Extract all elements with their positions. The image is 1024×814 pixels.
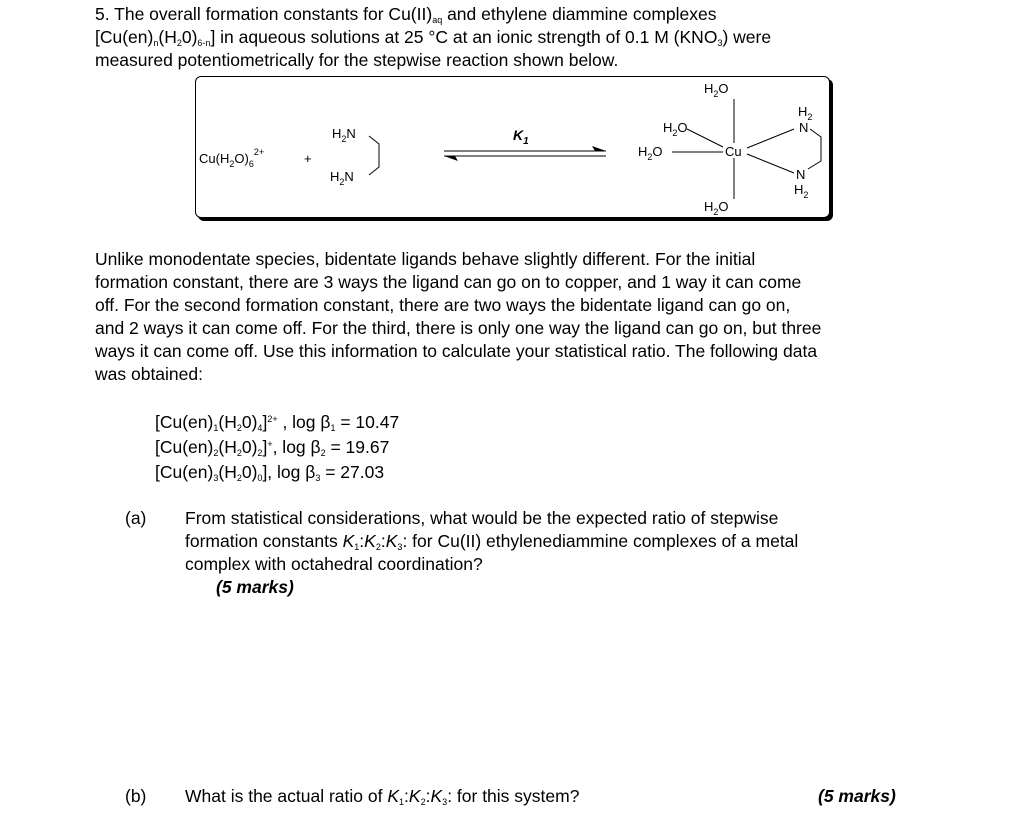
question-a-text: From statistical considerations, what would be the expected ratio of stepwise formation constants $K_1:K_2:K_3$: for Cu(II) ethylenediammine complexes of a metal complex with octahedral coordination? (5 marks) bbox=[185, 507, 925, 599]
product-h2o-upper-left: $H_2O$ bbox=[663, 120, 688, 138]
body-paragraph bbox=[95, 248, 945, 386]
bond-cu-n-top bbox=[747, 129, 794, 148]
body-line: ways it can come off. Use this information to calculate your statistical ratio. The following data bbox=[95, 341, 818, 361]
formation-constants-data bbox=[155, 410, 399, 485]
intro-line-3: measured potentiometrically for the stepwise reaction shown below. bbox=[95, 50, 619, 70]
question-a-marks: (5 marks) bbox=[216, 577, 294, 597]
question-intro bbox=[95, 3, 945, 72]
reverse-arrowhead bbox=[444, 156, 458, 161]
data-row: $[Cu(en)_3(H_20)_0]$, $\log \beta_3 = 27.03$ bbox=[155, 462, 385, 483]
reaction-diagram bbox=[196, 77, 829, 217]
body-line: was obtained: bbox=[95, 364, 203, 384]
intro-line-1: 5. The overall formation constants for $Cu(II)_{aq}$ and ethylene diammine complexes bbox=[95, 4, 717, 25]
product-h2o-bottom: $H_2O$ bbox=[704, 199, 729, 217]
bond-upper-left bbox=[687, 129, 723, 147]
body-line: and 2 ways it can come off. For the third, there is only one way the ligand can go on, but three bbox=[95, 318, 822, 338]
question-b bbox=[125, 785, 925, 809]
body-line: Unlike monodentate species, bidentate ligands behave slightly different. For the initial bbox=[95, 249, 756, 269]
product-h2o-left: $H_2O$ bbox=[638, 144, 663, 162]
reaction-scheme bbox=[195, 76, 830, 218]
bond-cu-n-bottom bbox=[747, 154, 794, 173]
en-amine-bottom: $H_2N$ bbox=[330, 169, 354, 187]
plus-sign: + bbox=[304, 151, 312, 166]
data-row: $[Cu(en)_1(H_20)_4]^{2+}$ , $\log \beta_1 = 10.47$ bbox=[155, 412, 400, 433]
en-backbone bbox=[369, 136, 379, 175]
product-n-bottom: N bbox=[796, 167, 806, 182]
reactant-cu-hexaaqua: $Cu(H_2O)_6^{2+}$ bbox=[199, 147, 265, 169]
intro-line-2: $[Cu(en)_n(H_20)_{6-n}]$ in aqueous solutions at 25 °C at an ionic strength of 0.1 M $(KNO_3)$ were bbox=[95, 27, 772, 48]
product-h2-top: $H_2$ bbox=[798, 104, 813, 122]
question-a bbox=[125, 507, 925, 602]
en-amine-top: $H_2N$ bbox=[332, 126, 356, 144]
product-en-backbone bbox=[808, 129, 821, 169]
data-row: $[Cu(en)_2(H_20)_2]^+$, $\log \beta_2 = 19.67$ bbox=[155, 437, 390, 458]
question-a-label: (a) bbox=[125, 508, 147, 528]
product-n-top: N bbox=[799, 120, 809, 135]
body-line: off. For the second formation constant, there are two ways the bidentate ligand can go on, bbox=[95, 295, 791, 315]
product-h2o-top: $H_2O$ bbox=[704, 81, 729, 99]
product-cu-center: Cu bbox=[725, 144, 742, 159]
question-b-label: (b) bbox=[125, 786, 147, 806]
question-b-text: What is the actual ratio of $K_1:K_2:K_3$: for this system? bbox=[185, 786, 580, 807]
body-line: formation constant, there are 3 ways the ligand can go on to copper, and 1 way it can come bbox=[95, 272, 802, 292]
forward-arrowhead bbox=[592, 146, 606, 151]
product-h2-bottom: $H_2$ bbox=[794, 182, 809, 200]
question-b-marks: (5 marks) bbox=[818, 786, 896, 806]
k1-label: $K_1$ bbox=[513, 127, 529, 147]
